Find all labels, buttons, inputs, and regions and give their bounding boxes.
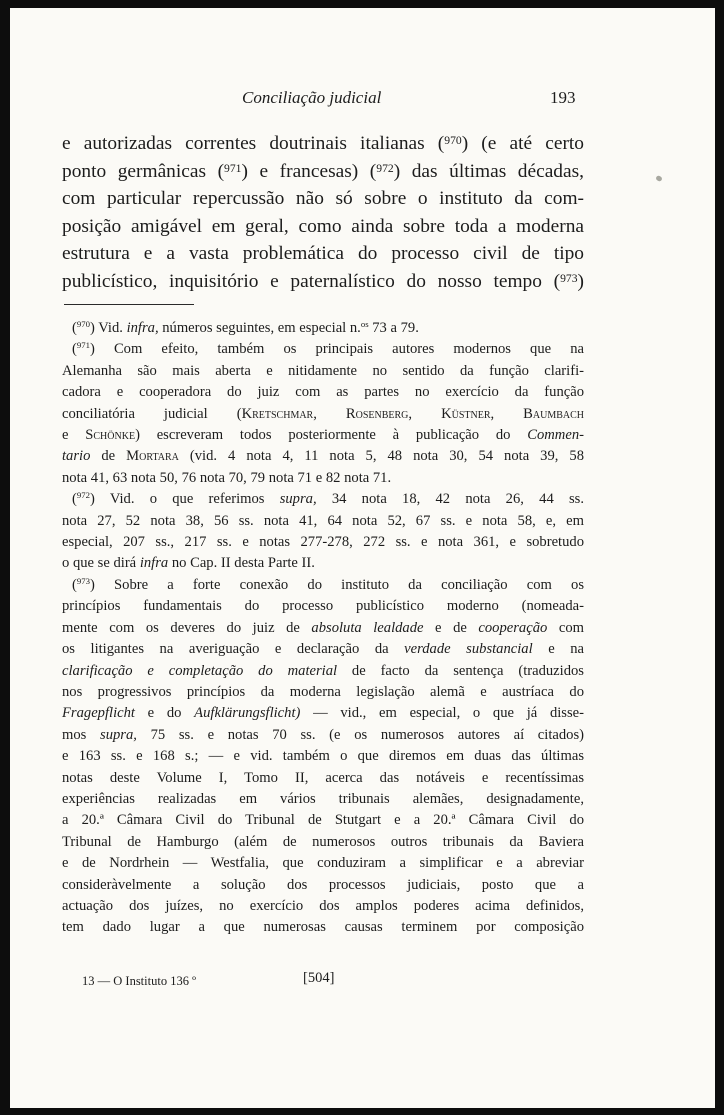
footnote-972: ($^{972}$) Vid. o que referimos supra, 34 nota 18, 42 nota 26, 44 ss. xyxy=(72,490,584,508)
footnote-mark: 971 xyxy=(76,340,90,351)
footnote-line: cadora e cooperadora do juiz com as partes no exercício da função xyxy=(62,384,584,401)
footnote-line: notas deste Volume I, Tomo II, acerca das notáveis e recentíssimas xyxy=(62,769,584,786)
footnote-mark: 973 xyxy=(76,575,90,586)
footnote-ref[interactable]: 972 xyxy=(376,161,394,175)
footnote-line: nota 27, 52 nota 38, 56 ss. nota 41, 64 nota 52, 67 ss. e nota 58, e, em xyxy=(62,512,584,529)
footnote-line: experiências realizadas em vários tribunais alemães, designadamente, xyxy=(62,790,584,807)
text-line: ponto germânicas ($^{971}$) e francesas) ($^{972}$) das últimas décadas, xyxy=(62,160,585,182)
footnote-line: e 163 ss. e 168 s.; — e vid. também o que diremos em duas das últimas xyxy=(62,748,584,765)
footnote-mark: 972 xyxy=(76,490,90,501)
footnotes xyxy=(62,318,584,939)
text-line: e autorizadas correntes doutrinais italianas ($^{970}$) (e até certo xyxy=(62,133,584,154)
footnote-973: ($^{973}$) Sobre a forte conexão do instituto da conciliação com os xyxy=(72,575,584,593)
text-line: estrutura e a vasta problemática do processo civil de tipo xyxy=(62,243,584,265)
page-header xyxy=(10,88,715,112)
footnote-line: nota 41, 63 nota 50, 76 nota 70, 79 nota 71 e 82 nota 71. xyxy=(62,469,392,486)
footnote-971: ($^{971}$) Com efeito, também os principais autores modernos que na xyxy=(72,340,584,358)
footnote-line: o que se dirá infra no Cap. II desta Parte II. xyxy=(62,555,315,572)
footnote-line: a 20.ª Câmara Civil do Tribunal de Stutgart e a 20.ª Câmara Civil do xyxy=(62,812,584,829)
footnote-separator xyxy=(64,304,194,305)
footnote-line: nos progressivos princípios da moderna legislação alemã e austríaca do xyxy=(62,683,584,700)
footnote-970: ($^{970}$) Vid. infra, números seguintes, em especial n.$^{os}$ 73 a 79. xyxy=(72,319,419,336)
text-line: publicístico, inquisitório e paternalístico do nosso tempo ($^{973}$) xyxy=(62,270,584,292)
footnote-line: especial, 207 ss., 217 ss. e notas 277-278, 272 ss. e nota 361, e sobretudo xyxy=(62,534,584,551)
footnote-line: e de Nordrhein — Westfalia, que conduziram a simplificar e a abreviar xyxy=(62,855,584,872)
page-footer xyxy=(10,970,715,990)
running-title: Conciliação judicial xyxy=(242,88,382,107)
footnote-ref[interactable]: 970 xyxy=(444,134,462,147)
footnote-line: consideràvelmente a solução dos processos judiciais, posto que a xyxy=(62,876,584,893)
footnote-line: actuação dos juízes, no exercício dos amplos poderes acima definidos, xyxy=(62,897,584,914)
book-page xyxy=(10,8,715,1108)
printer-signature: 13 — O Instituto 136 º xyxy=(82,974,196,988)
text-line: posição amigável em geral, como ainda sobre toda a moderna xyxy=(62,215,584,237)
footnote-ref[interactable]: 973 xyxy=(560,271,578,285)
footnote-line: clarificação e completação do material de facto da sentença (traduzidos xyxy=(62,662,584,679)
footnote-line: tem dado lugar a que numerosas causas terminem por composição xyxy=(62,919,584,936)
footnote-line: conciliatória judicial (Kretschmar, Rosenberg, Küstner, Baumbach xyxy=(62,405,585,422)
paper-speck xyxy=(655,175,663,182)
footnote-line: Alemanha são mais aberta e nitidamente no sentido da função clarifi- xyxy=(62,362,584,379)
folio-number: [504] xyxy=(303,970,335,986)
footnote-line: mos supra, 75 ss. e notas 70 ss. (e os numerosos autores aí citados) xyxy=(62,726,584,743)
page-number: 193 xyxy=(550,88,576,107)
text-line: com particular repercussão não só sobre o instituto da com- xyxy=(62,188,584,210)
footnote-mark: 970 xyxy=(76,319,90,329)
footnote-line: Tribunal de Hamburgo (além de numerosos outros tribunais da Baviera xyxy=(62,833,584,850)
footnote-line: e Schönke) escreveram todos posteriormente à publicação do Commen- xyxy=(62,427,584,444)
body-paragraph xyxy=(62,130,584,296)
footnote-line: Fragepflicht e do Aufklärungsflicht) — vid., em especial, o que já disse- xyxy=(62,705,584,722)
footnote-line: os litigantes na averiguação e declaração da verdade substancial e na xyxy=(62,641,585,658)
footnote-ref[interactable]: 971 xyxy=(224,161,242,175)
footnote-line: tario de Mortara (vid. 4 nota 4, 11 nota 5, 48 nota 30, 54 nota 39, 58 xyxy=(62,448,584,465)
footnote-line: princípios fundamentais do processo publicístico moderno (nomeada- xyxy=(62,598,584,615)
footnote-line: mente com os deveres do juiz de absoluta lealdade e de cooperação com xyxy=(62,619,584,636)
